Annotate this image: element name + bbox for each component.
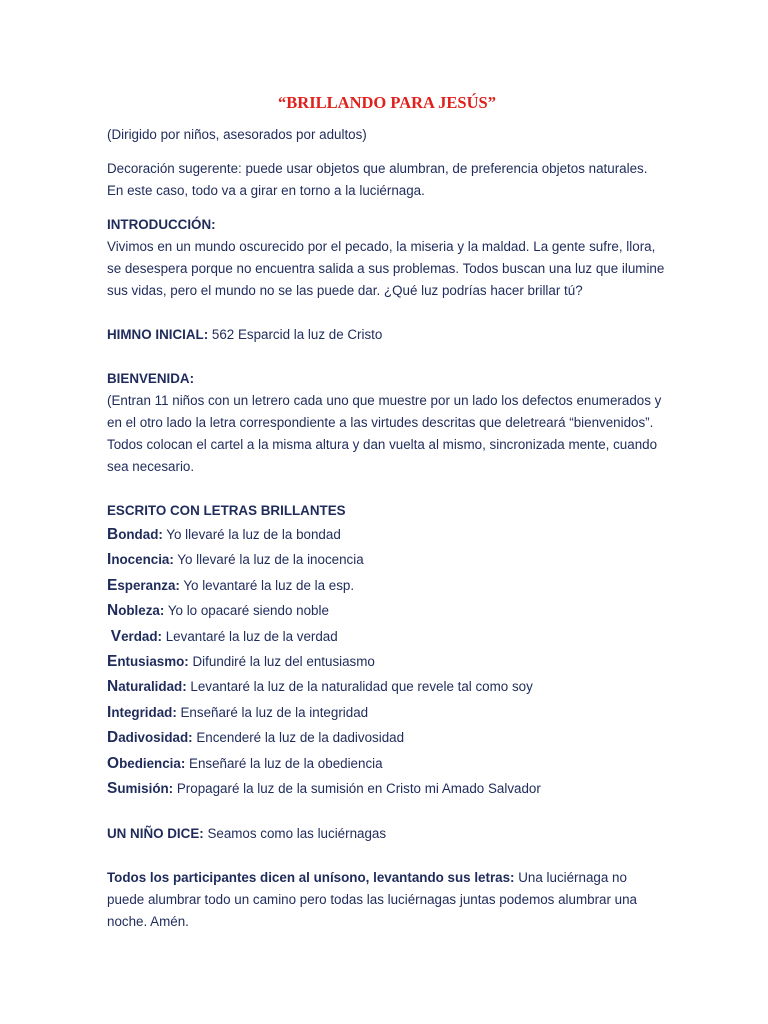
virtue-name: speranza: bbox=[117, 577, 180, 593]
list-item bbox=[107, 624, 667, 649]
document-title: “BRILLANDO PARA JESÚS” bbox=[278, 93, 496, 112]
list-item bbox=[107, 573, 667, 598]
virtue-name: aturalidad: bbox=[118, 679, 187, 695]
virtue-name: erdad: bbox=[121, 628, 163, 644]
himno-heading: HIMNO INICIAL: bbox=[107, 327, 209, 342]
virtue-initial: N bbox=[107, 602, 119, 620]
virtue-initial: I bbox=[107, 551, 112, 569]
nino-dice-section bbox=[107, 823, 667, 845]
virtue-name: ntegridad: bbox=[111, 704, 177, 720]
list-item bbox=[107, 598, 667, 623]
virtue-name: umisión: bbox=[117, 781, 174, 797]
virtue-initial: S bbox=[107, 780, 118, 798]
list-item bbox=[107, 776, 667, 801]
escrito-section bbox=[107, 500, 667, 801]
final-section bbox=[107, 867, 667, 933]
virtue-text: Yo lo opacaré siendo noble bbox=[164, 603, 329, 619]
final-text: Una luciérnaga no puede alumbrar todo un camino pero todas las luciérnagas juntas podemos alumbrar una noche. Amén. bbox=[107, 870, 637, 930]
virtue-text: Encenderé la luz de la dadivosidad bbox=[192, 730, 405, 746]
subtitle: (Dirigido por niños, asesorados por adultos) bbox=[107, 127, 367, 142]
virtue-name: bediencia: bbox=[119, 755, 186, 771]
document-content bbox=[107, 92, 667, 933]
virtue-name: obleza: bbox=[118, 603, 165, 619]
virtue-text: Propagaré la luz de la sumisión en Cristo mi Amado Salvador bbox=[173, 781, 541, 797]
virtue-name: nocencia: bbox=[111, 552, 174, 568]
nino-dice-text: Seamos como las luciérnagas bbox=[203, 826, 387, 842]
virtue-text: Yo llevaré la luz de la inocencia bbox=[173, 552, 364, 568]
virtue-text: Difundiré la luz del entusiasmo bbox=[188, 654, 375, 670]
virtue-initial: N bbox=[107, 678, 119, 696]
decoracion-paragraph: Decoración sugerente: puede usar objetos que alumbran, de preferencia objetos naturales. En este caso, todo va a girar en torno a la luciérnaga. bbox=[107, 161, 648, 198]
introduccion-text: Vivimos en un mundo oscurecido por el pecado, la miseria y la maldad. La gente sufre, llora, se desespera porque no encuentra salida a sus problemas. Todos buscan una luz que ilumine sus vidas, pero el mundo no se las puede dar. ¿Qué luz podrías hacer brillar tú? bbox=[107, 239, 665, 298]
bienvenida-heading: BIENVENIDA: bbox=[107, 371, 195, 386]
list-item bbox=[107, 674, 667, 699]
virtue-initial: E bbox=[107, 653, 118, 671]
bienvenida-section bbox=[107, 368, 667, 478]
virtues-list bbox=[107, 522, 667, 801]
list-item bbox=[107, 522, 667, 547]
introduccion-heading: INTRODUCCIÓN: bbox=[107, 217, 216, 232]
list-item bbox=[107, 751, 667, 776]
virtue-text: Yo llevaré la luz de la bondad bbox=[162, 527, 341, 542]
virtue-initial: I bbox=[107, 703, 112, 721]
nino-dice-heading: UN NIÑO DICE: bbox=[107, 826, 204, 842]
virtue-initial: E bbox=[107, 576, 118, 594]
virtue-name: ntusiasmo: bbox=[117, 654, 189, 670]
list-item bbox=[107, 725, 667, 750]
escrito-heading: ESCRITO CON LETRAS BRILLANTES bbox=[107, 503, 346, 518]
introduccion-section bbox=[107, 214, 667, 302]
himno-text: 562 Esparcid la luz de Cristo bbox=[208, 327, 383, 342]
list-item bbox=[107, 547, 667, 572]
virtue-name: adivosidad: bbox=[118, 730, 193, 746]
bienvenida-text: (Entran 11 niños con un letrero cada uno que muestre por un lado los defectos enumerados y en el otro lado la letra correspondiente a las virtudes descritas que deletreará “bienvenidos”. Todos colocan el cartel a la misma altura y dan vuelta al mismo, sincronizada mente, cuando sea necesario. bbox=[107, 393, 662, 474]
virtue-initial: B bbox=[107, 526, 119, 543]
virtue-initial: V bbox=[110, 627, 122, 645]
final-heading: Todos los participantes dicen al unísono, levantando sus letras: bbox=[107, 870, 515, 886]
virtue-text: Enseñaré la luz de la integridad bbox=[176, 704, 369, 720]
virtue-text: Levantaré la luz de la naturalidad que revele tal como soy bbox=[186, 679, 533, 695]
virtue-text: Enseñaré la luz de la obediencia bbox=[185, 755, 383, 771]
virtue-name: ondad: bbox=[118, 527, 163, 542]
list-item bbox=[107, 649, 667, 674]
himno-section bbox=[107, 324, 667, 346]
virtue-text: Yo levantaré la luz de la esp. bbox=[179, 577, 355, 593]
virtue-text: Levantaré la luz de la verdad bbox=[162, 628, 338, 644]
virtue-initial: D bbox=[107, 729, 119, 747]
list-item bbox=[107, 700, 667, 725]
virtue-initial: O bbox=[107, 754, 120, 772]
